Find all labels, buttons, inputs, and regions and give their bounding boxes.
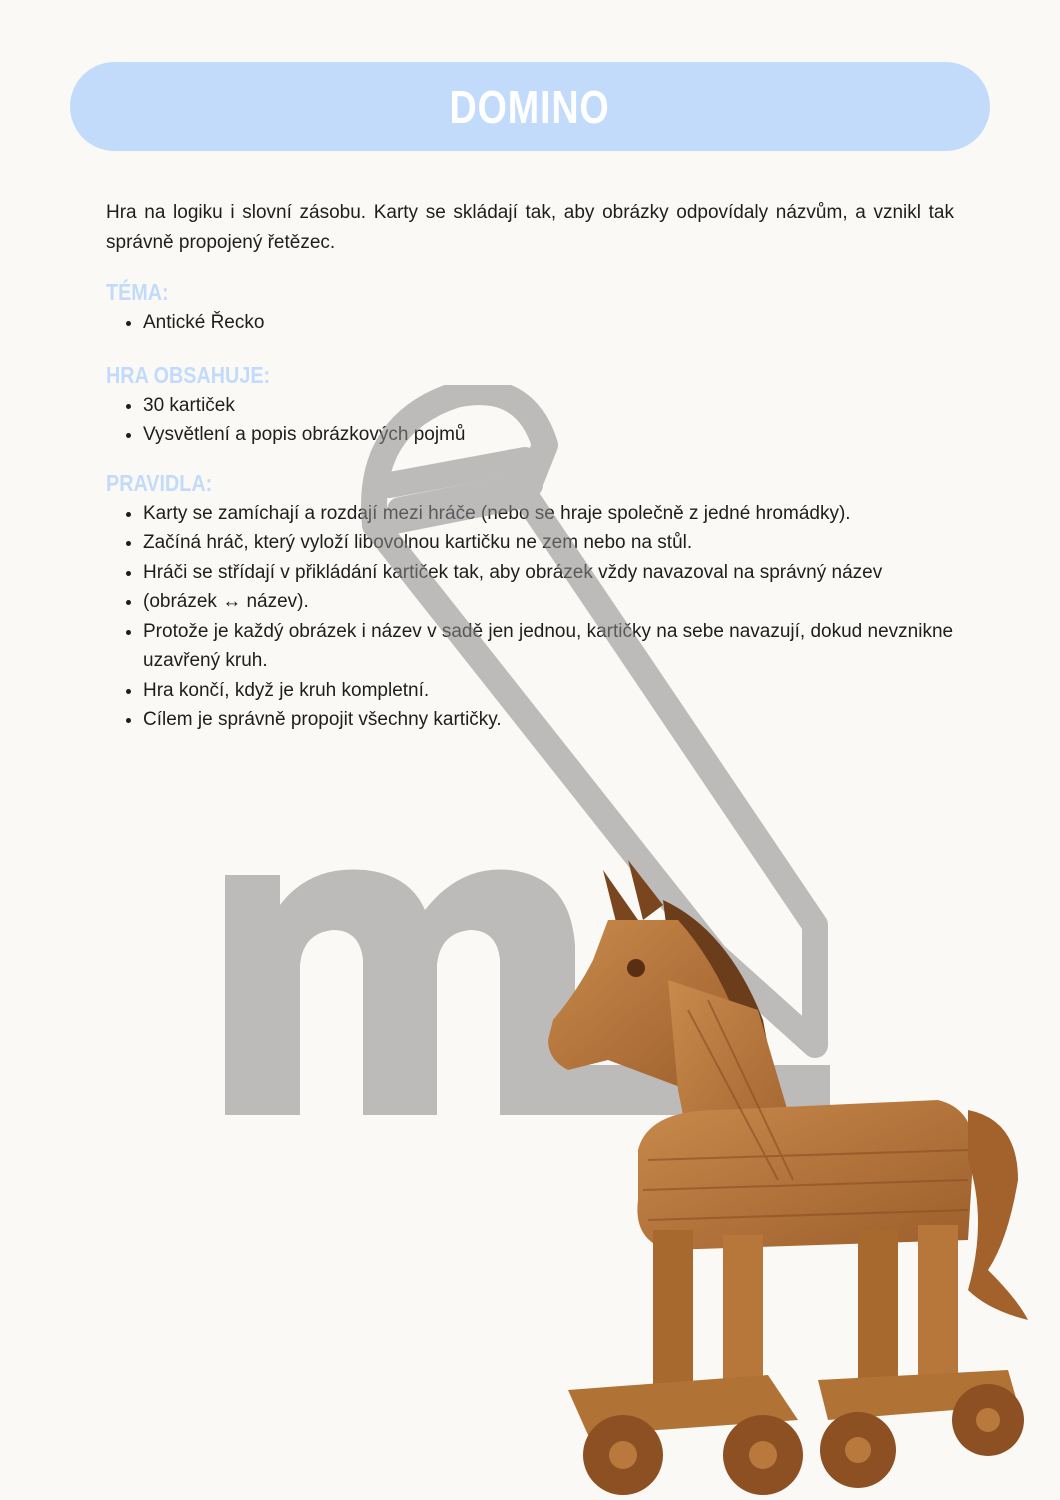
list-item: • Hra končí, když je kruh kompletní.: [143, 676, 954, 706]
intro-paragraph: Hra na logiku i slovní zásobu. Karty se skládají tak, aby obrázky odpovídaly názvům, a vznikl tak správně propojený řetězec.: [106, 202, 954, 253]
list-item: • 30 kartiček: [143, 391, 954, 421]
list-item: • Cílem je správně propojit všechny kartičky.: [143, 705, 954, 735]
content: [106, 198, 954, 735]
list-item: • Karty se zamíchají a rozdají mezi hráče (nebo se hraje společně z jedné hromádky).: [143, 499, 954, 529]
list-tema: [106, 308, 954, 338]
heading-hra-obsahuje: HRA OBSAHUJE:: [106, 361, 271, 388]
list-item: • Začíná hráč, který vyloží libovolnou kartičku ne zem nebo na stůl.: [143, 528, 954, 558]
list-item: • Antické Řecko: [143, 308, 954, 338]
list-item: • (obrázek ↔ název).: [143, 587, 954, 617]
list-obsah: [106, 391, 954, 450]
list-item: • Vysvětlení a popis obrázkových pojmů: [143, 420, 954, 450]
title-banner: [70, 62, 990, 151]
heading-pravidla: PRAVIDLA:: [106, 469, 213, 496]
heading-tema: TÉMA:: [106, 279, 169, 305]
list-item: • Hráči se střídají v přikládání kartiček tak, aby obrázek vždy navazoval na správný název: [143, 558, 954, 588]
list-pravidla: [106, 499, 954, 735]
list-item: • Protože je každý obrázek i název v sadě jen jednou, kartičky na sebe navazují, dokud nevznikne uzavřený kruh.: [143, 617, 954, 676]
page-title: DOMINO: [449, 80, 610, 133]
trojan-horse-illustration: [548, 860, 1028, 1500]
